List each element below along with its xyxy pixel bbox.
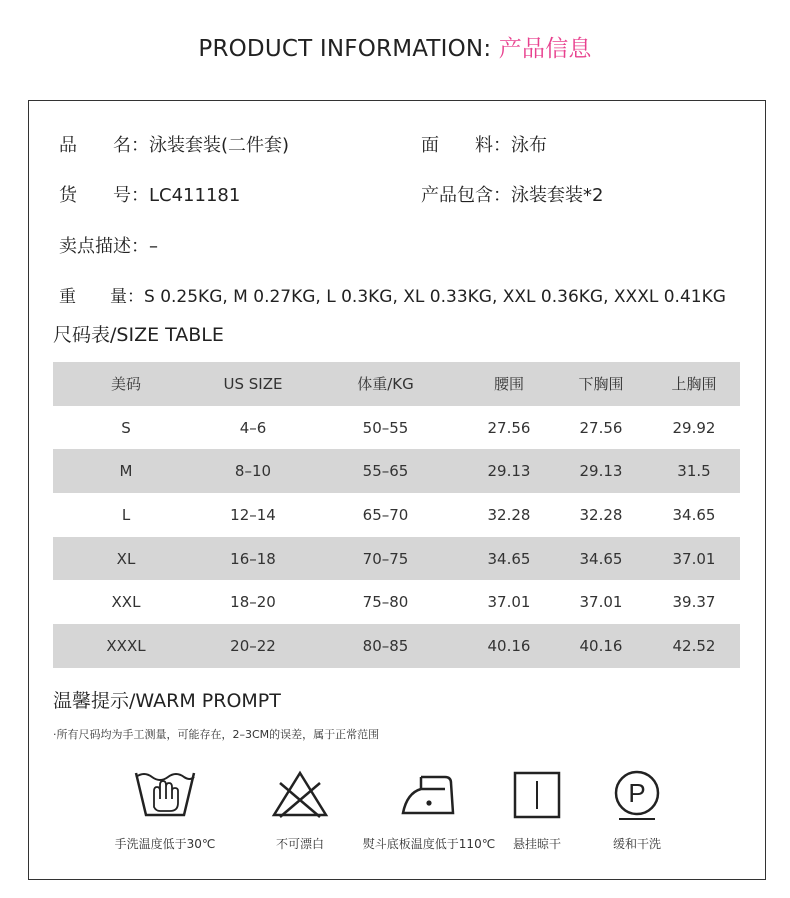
fabric-value: 泳布 — [511, 135, 547, 156]
table-cell: 16–18 — [199, 537, 307, 581]
table-row — [53, 580, 740, 624]
table-cell: 32.28 — [487, 505, 531, 524]
header-cell: 腰围 — [464, 362, 554, 406]
fabric-row — [421, 131, 547, 157]
table-cell: 27.56 — [487, 418, 531, 437]
table-cell: 75–80 — [362, 593, 409, 612]
table-cell: 40.16 — [554, 624, 648, 668]
table-cell: XXXL — [53, 624, 199, 668]
care-item-hand-wash — [100, 769, 230, 852]
table-cell: 29.13 — [464, 449, 554, 493]
size-table-title: 尺码表/SIZE TABLE — [53, 324, 224, 346]
table-cell: XXL — [111, 593, 141, 612]
table-cell: 34.65 — [554, 537, 648, 581]
table-cell: 37.01 — [487, 593, 531, 612]
package-value: 泳装套装*2 — [511, 185, 604, 206]
care-item-dry-clean — [572, 769, 702, 852]
iron-icon — [399, 769, 459, 821]
table-row — [53, 537, 740, 581]
line-dry-icon — [512, 769, 562, 821]
table-cell: 55–65 — [307, 449, 464, 493]
page-title — [0, 30, 790, 63]
table-cell: 39.37 — [672, 593, 716, 612]
care-label: 熨斗底板温度低于110℃ — [362, 837, 496, 851]
table-cell: S — [121, 418, 131, 437]
header-cell: 下胸围 — [554, 362, 648, 406]
weight-value: S 0.25KG, M 0.27KG, L 0.3KG, XL 0.33KG, XXL 0.36KG, XXXL 0.41KG — [144, 287, 726, 307]
header-cell: 美码 — [53, 362, 199, 406]
selling-points-label: 卖点描述： — [59, 236, 149, 257]
care-label: 悬挂晾干 — [512, 837, 561, 851]
table-cell: 18–20 — [230, 593, 276, 612]
table-cell: 8–10 — [199, 449, 307, 493]
sku-value: LC411181 — [149, 185, 241, 206]
no-bleach-icon — [270, 769, 330, 821]
package-row — [421, 181, 603, 207]
measurement-note: ·所有尺码均为手工测量，可能存在，2–3CM的误差，属于正常范围 — [53, 728, 380, 741]
table-cell: M — [53, 449, 199, 493]
product-name-row — [59, 131, 289, 157]
table-cell: 4–6 — [239, 418, 267, 437]
product-info-panel — [28, 100, 766, 880]
dry-clean-icon — [611, 769, 663, 821]
weight-label: 重 量： — [59, 287, 144, 307]
table-cell: 27.56 — [579, 418, 623, 437]
table-row — [53, 449, 740, 493]
selling-points-row — [59, 232, 158, 258]
table-cell: 32.28 — [579, 505, 623, 524]
size-table — [53, 362, 740, 668]
title-english: PRODUCT INFORMATION: — [198, 36, 492, 62]
table-cell: 65–70 — [362, 505, 409, 524]
table-cell: 20–22 — [199, 624, 307, 668]
table-cell: 29.13 — [554, 449, 648, 493]
care-item-no-bleach — [235, 769, 365, 852]
table-row — [53, 624, 740, 668]
table-cell: 42.52 — [648, 624, 740, 668]
table-cell: 80–85 — [307, 624, 464, 668]
care-label: 手洗温度低于30℃ — [114, 837, 216, 851]
care-label: 缓和干洗 — [612, 837, 661, 851]
table-cell: 34.65 — [672, 505, 716, 524]
sku-row — [59, 181, 240, 207]
table-cell: XL — [53, 537, 199, 581]
table-cell: 29.92 — [672, 418, 716, 437]
table-cell: 40.16 — [464, 624, 554, 668]
warm-prompt-title: 温馨提示/WARM PROMPT — [53, 690, 281, 712]
table-cell: 31.5 — [648, 449, 740, 493]
fabric-label: 面 料： — [421, 135, 511, 156]
header-cell: 体重/KG — [307, 362, 464, 406]
table-row — [53, 493, 740, 537]
product-name-label: 品 名： — [59, 135, 149, 156]
table-cell: 12–14 — [230, 505, 276, 524]
header-cell: 上胸围 — [648, 362, 740, 406]
dry-clean-symbol: P — [628, 778, 646, 808]
table-cell: 70–75 — [307, 537, 464, 581]
product-name-value: 泳装套装(二件套) — [149, 135, 290, 156]
selling-points-value: – — [149, 236, 158, 257]
size-table-header — [53, 362, 740, 406]
title-chinese: 产品信息 — [498, 36, 592, 62]
care-label: 不可漂白 — [275, 837, 324, 851]
table-row — [53, 406, 740, 450]
sku-label: 货 号： — [59, 185, 149, 206]
table-cell: 50–55 — [362, 418, 409, 437]
table-cell: 37.01 — [648, 537, 740, 581]
table-cell: 37.01 — [579, 593, 623, 612]
package-label: 产品包含： — [421, 185, 511, 206]
table-cell: 34.65 — [464, 537, 554, 581]
weight-row — [59, 282, 726, 307]
table-cell: L — [121, 505, 131, 524]
hand-wash-icon — [132, 769, 198, 821]
header-cell: US SIZE — [199, 362, 307, 406]
